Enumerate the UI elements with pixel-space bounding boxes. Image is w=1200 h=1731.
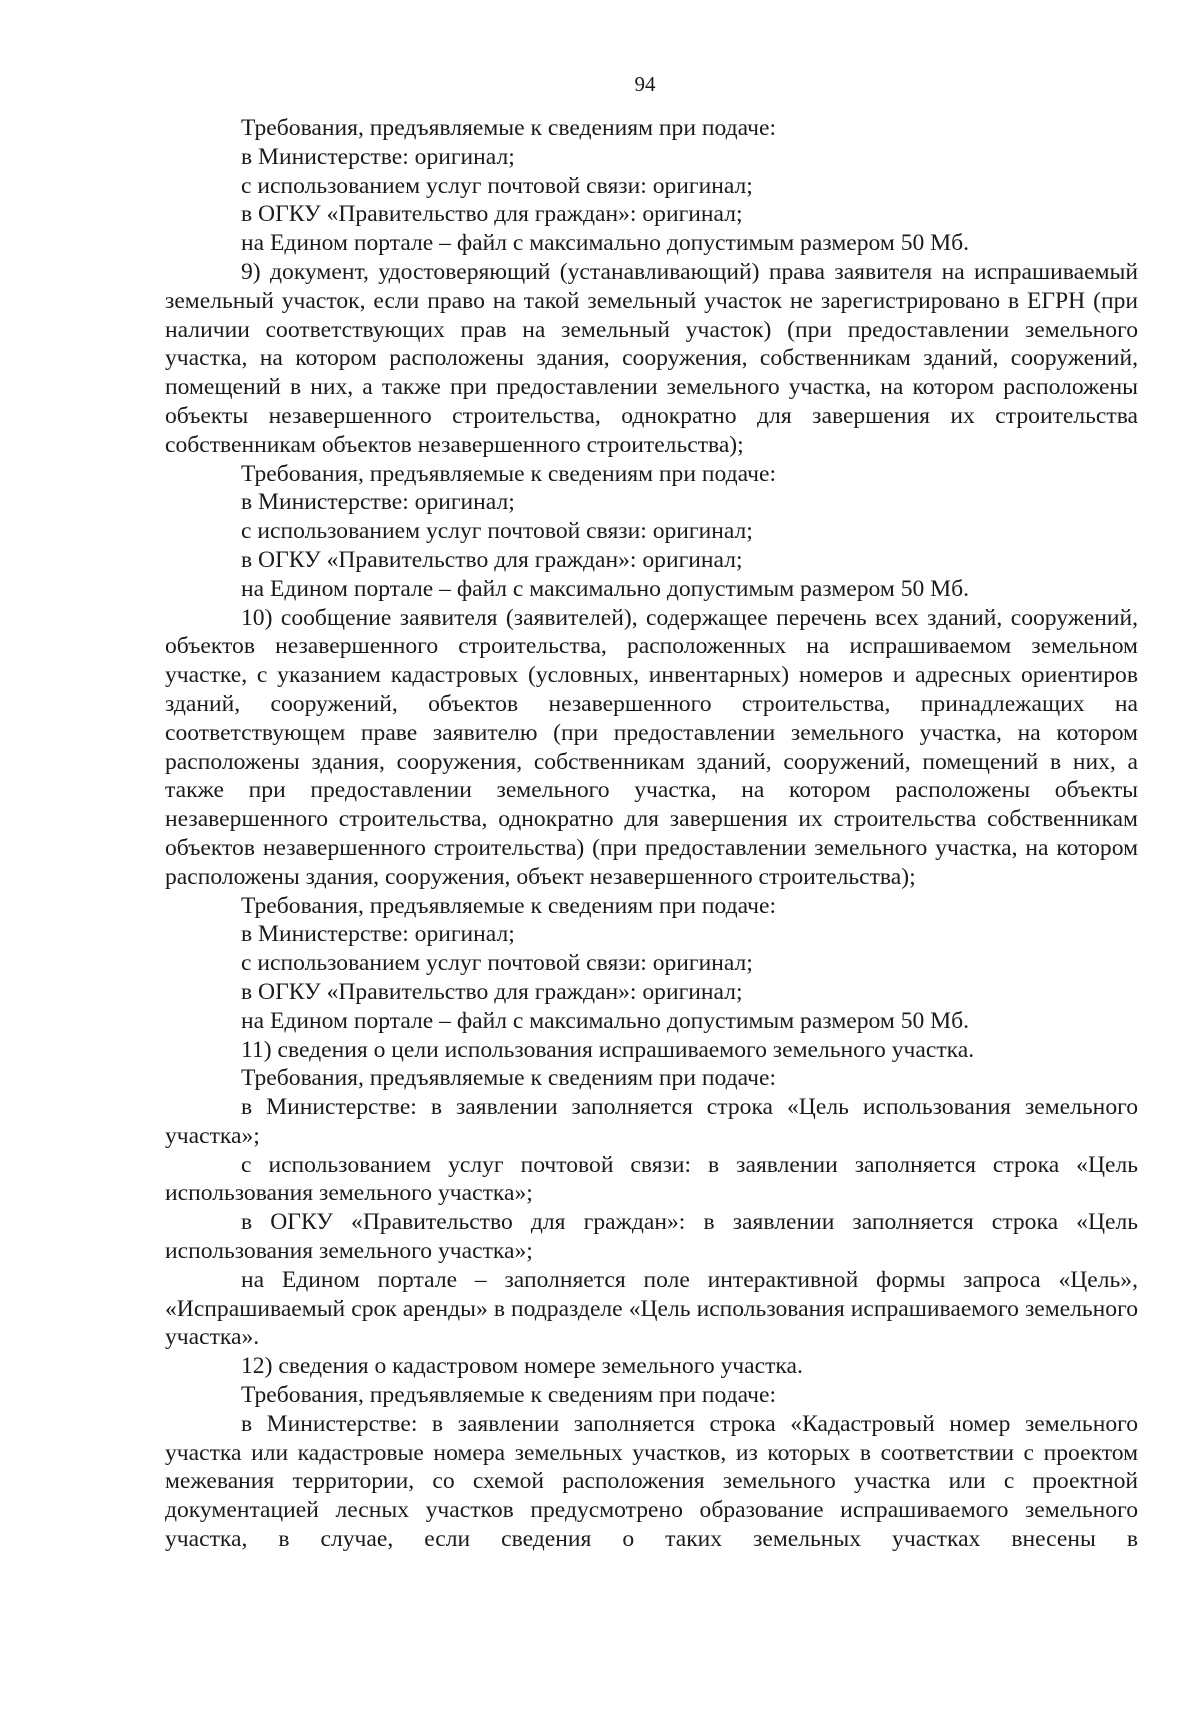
paragraph: с использованием услуг почтовой связи: в заявлении заполняется строка «Цель использования земельного участка»;	[165, 1151, 1138, 1207]
paragraph: на Едином портале – файл с максимально допустимым размером 50 Мб.	[241, 1007, 970, 1034]
page-number: 94	[634, 72, 656, 96]
paragraph: 11) сведения о цели использования испрашиваемого земельного участка.	[241, 1036, 975, 1063]
paragraph: Требования, предъявляемые к сведениям при подаче:	[241, 1065, 777, 1092]
paragraph: с использованием услуг почтовой связи: оригинал;	[241, 172, 753, 199]
paragraph: Требования, предъявляемые к сведениям при подаче:	[241, 892, 777, 919]
paragraph: Требования, предъявляемые к сведениям при подаче:	[241, 460, 777, 487]
paragraph: Требования, предъявляемые к сведениям при подаче:	[241, 115, 777, 141]
paragraph: с использованием услуг почтовой связи: оригинал;	[241, 518, 753, 545]
paragraph: в Министерстве: в заявлении заполняется строка «Кадастровый номер земельного участка или кадастровые номера земельных участков, из которых в соответствии с проектом межевания территории, со схемой расположения земельного участка или с проектной документацией лесных участков предусмотрено образование испрашиваемого земельного участка, в случае, если сведения о таких земельных участках внесены в	[165, 1410, 1138, 1553]
paragraph: 9) документ, удостоверяющий (устанавливающий) права заявителя на испрашиваемый земельный участок, если право на такой земельный участок не зарегистрировано в ЕГРН (при наличии соответствующих прав на земельный участок) (при предоставлении земельного участка, на котором расположены здания, сооружения, собственникам зданий, сооружений, помещений в них, а также при предоставлении земельного участка, на котором расположены объекты незавершенного строительства, однократно для завершения их строительства собственникам объектов незавершенного строительства);	[165, 258, 1138, 458]
paragraph: на Едином портале – файл с максимально допустимым размером 50 Мб.	[241, 575, 970, 602]
paragraph: на Едином портале – файл с максимально допустимым размером 50 Мб.	[241, 230, 970, 257]
paragraph: Требования, предъявляемые к сведениям при подаче:	[241, 1382, 777, 1409]
document-body	[165, 114, 1138, 1554]
paragraph: в Министерстве: в заявлении заполняется строка «Цель использования земельного участка»;	[165, 1094, 1138, 1149]
paragraph: в Министерстве: оригинал;	[241, 489, 515, 516]
paragraph: в ОГКУ «Правительство для граждан»: оригинал;	[241, 201, 743, 228]
paragraph: на Едином портале – заполняется поле интерактивной формы запроса «Цель», «Испрашиваемый срок аренды» в подразделе «Цель использования испрашиваемого земельного участка».	[165, 1266, 1138, 1351]
paragraph: в Министерстве: оригинал;	[241, 143, 515, 170]
paragraph: в ОГКУ «Правительство для граждан»: оригинал;	[241, 978, 743, 1005]
paragraph: в Министерстве: оригинал;	[241, 921, 515, 948]
paragraph: в ОГКУ «Правительство для граждан»: в заявлении заполняется строка «Цель использования земельного участка»;	[165, 1209, 1138, 1265]
paragraph: 10) сообщение заявителя (заявителей), содержащее перечень всех зданий, сооружений, объектов незавершенного строительства, расположенных на испрашиваемом земельном участке, с указанием кадастровых (условных, инвентарных) номеров и адресных ориентиров зданий, сооружений, объектов незавершенного строительства, принадлежащих на соответствующем праве заявителю (при предоставлении земельного участка, на котором расположены здания, сооружения, собственникам зданий, сооружений, помещений в них, а также при предоставлении земельного участка, на котором расположены объекты незавершенного строительства, однократно для завершения их строительства собственникам объектов незавершенного строительства) (при предоставлении земельного участка, на котором расположены здания, сооружения, объект незавершенного строительства);	[165, 604, 1138, 890]
paragraph: с использованием услуг почтовой связи: оригинал;	[241, 950, 753, 977]
paragraph: в ОГКУ «Правительство для граждан»: оригинал;	[241, 546, 743, 573]
paragraph: 12) сведения о кадастровом номере земельного участка.	[241, 1353, 803, 1380]
